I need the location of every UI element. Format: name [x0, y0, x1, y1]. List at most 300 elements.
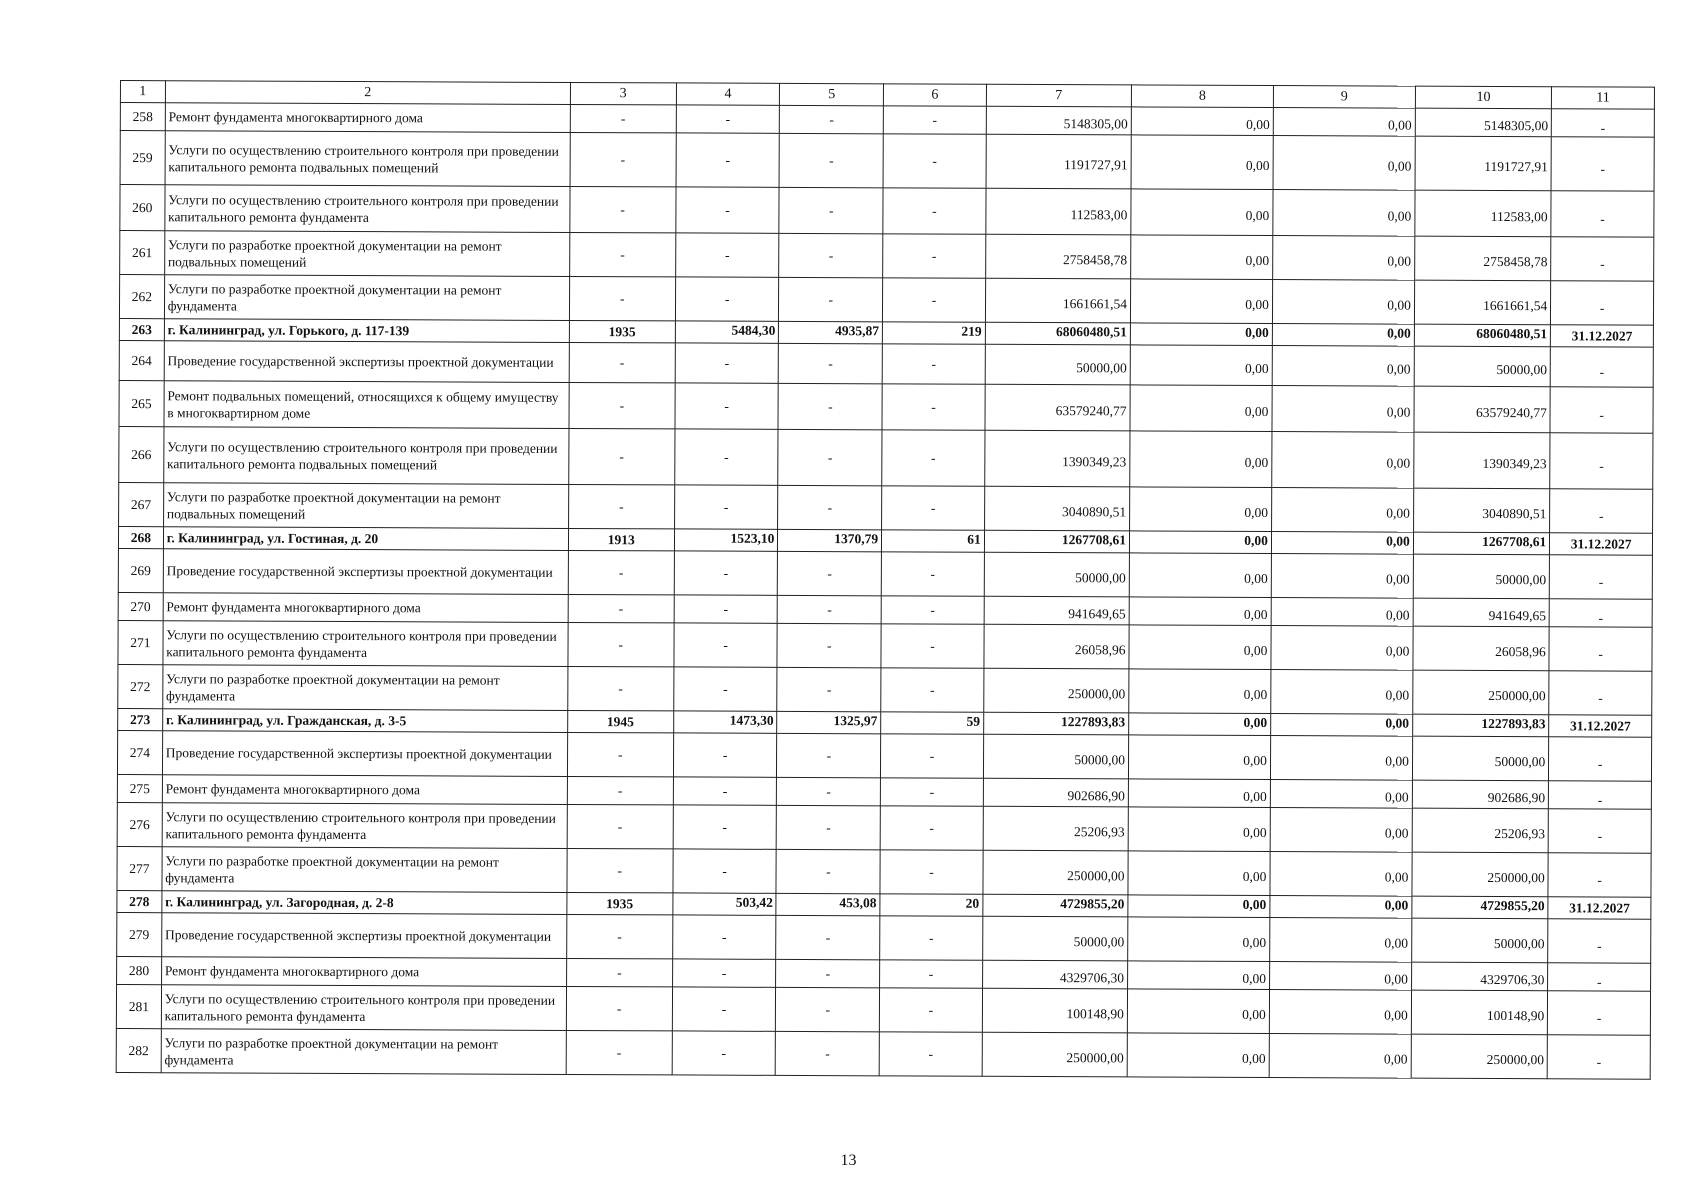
cost-col-9-cell: 0,00 — [1271, 598, 1413, 627]
living-area-cell: 4935,87 — [779, 321, 883, 343]
cost-col-9-cell: 0,00 — [1270, 896, 1412, 919]
row-description-cell: Проведение государственной экспертизы проектной документации — [162, 731, 567, 777]
total-area-cell: - — [672, 915, 776, 959]
row-number-cell: 275 — [117, 774, 162, 802]
residents-count-cell: - — [883, 234, 986, 278]
row-description-cell: Ремонт фундамента многоквартирного дома — [162, 775, 567, 805]
residents-count-cell: - — [881, 596, 984, 624]
residents-count-cell: - — [883, 278, 986, 322]
cost-col-10-cell: 2758458,78 — [1414, 236, 1551, 281]
cost-col-10-cell: 50000,00 — [1414, 346, 1551, 387]
total-cost-cell: 100148,90 — [982, 988, 1127, 1033]
residents-count-cell: - — [881, 734, 984, 778]
cost-col-9-cell: 0,00 — [1270, 852, 1412, 897]
row-number-cell: 263 — [119, 318, 164, 340]
cost-col-8-cell: 0,00 — [1127, 989, 1269, 1034]
cost-col-10-cell: 63579240,77 — [1414, 386, 1551, 433]
cost-col-9-cell: 0,00 — [1273, 236, 1415, 281]
data-table — [116, 80, 1655, 1080]
residents-count-cell: - — [880, 778, 983, 806]
total-area-cell: - — [675, 233, 779, 277]
total-cost-cell: 4329706,30 — [982, 960, 1127, 989]
cost-col-9-cell: 0,00 — [1273, 190, 1415, 237]
work-item-row — [120, 185, 1654, 238]
year-built-cell: - — [570, 132, 676, 186]
year-built-cell: - — [567, 804, 673, 848]
year-built-cell: - — [566, 1030, 672, 1074]
cost-col-9-cell: 0,00 — [1271, 532, 1413, 555]
cost-col-10-cell: 250000,00 — [1413, 670, 1550, 715]
column-header: 1 — [120, 81, 165, 103]
cost-col-8-cell: 0,00 — [1128, 735, 1270, 780]
year-built-cell: - — [566, 986, 672, 1030]
cost-col-9-cell: 0,00 — [1273, 108, 1415, 137]
row-description-cell: г. Калининград, ул. Гражданская, д. 3-5 — [162, 709, 567, 733]
row-number-cell: 280 — [117, 956, 162, 984]
cost-col-8-cell: 0,00 — [1129, 553, 1271, 598]
cost-col-8-cell: 0,00 — [1130, 385, 1272, 432]
work-item-row — [119, 275, 1653, 326]
total-area-cell: - — [676, 105, 780, 133]
residents-count-cell: - — [882, 344, 985, 384]
total-cost-cell: 63579240,77 — [985, 384, 1130, 431]
column-header: 11 — [1552, 87, 1655, 109]
residents-count-cell: - — [883, 106, 986, 134]
cost-col-10-cell: 3040890,51 — [1413, 488, 1550, 533]
row-description-cell: Услуги по осуществлению строительного контроля при проведении капитального ремонта фундамента — [165, 185, 570, 233]
cost-col-10-cell: 1661661,54 — [1414, 280, 1551, 325]
cost-col-10-cell: 902686,90 — [1412, 780, 1549, 809]
completion-date-cell: - — [1550, 555, 1653, 599]
cost-col-9-cell: 0,00 — [1269, 962, 1411, 991]
total-area-cell: - — [674, 595, 778, 623]
residents-count-cell: 20 — [880, 894, 983, 916]
row-description-cell: Ремонт фундамента многоквартирного дома — [165, 103, 570, 133]
row-description-cell: г. Калининград, ул. Загородная, д. 2-8 — [162, 891, 567, 915]
total-cost-cell: 5148305,00 — [986, 106, 1131, 135]
row-description-cell: Проведение государственной экспертизы проектной документации — [163, 549, 568, 595]
column-header: 5 — [780, 83, 884, 105]
work-item-row — [119, 482, 1653, 533]
cost-col-8-cell: 0,00 — [1128, 851, 1270, 896]
cost-col-9-cell: 0,00 — [1271, 714, 1413, 737]
residents-count-cell: - — [882, 384, 985, 430]
completion-date-cell: - — [1552, 109, 1655, 137]
completion-date-cell: - — [1549, 599, 1652, 627]
residents-count-cell: 219 — [882, 322, 985, 344]
cost-col-8-cell: 0,00 — [1129, 597, 1271, 626]
row-number-cell: 279 — [117, 912, 162, 956]
cost-col-9-cell: 0,00 — [1270, 780, 1412, 809]
residents-count-cell: - — [883, 188, 986, 234]
total-cost-cell: 2758458,78 — [985, 234, 1130, 279]
completion-date-cell: - — [1551, 281, 1654, 325]
column-header: 10 — [1415, 86, 1552, 109]
year-built-cell: - — [568, 484, 674, 528]
completion-date-cell: - — [1549, 781, 1652, 809]
work-item-row — [117, 846, 1651, 897]
completion-date-cell: 31.12.2027 — [1550, 533, 1653, 555]
completion-date-cell: - — [1548, 963, 1651, 991]
cost-col-8-cell: 0,00 — [1128, 961, 1270, 990]
row-description-cell: Проведение государственной экспертизы проектной документации — [164, 341, 569, 383]
cost-col-10-cell: 4729855,20 — [1412, 896, 1549, 919]
work-item-row — [119, 340, 1653, 387]
total-area-cell: - — [673, 777, 777, 805]
row-description-cell: Услуги по разработке проектной документации на ремонт фундамента — [164, 275, 569, 321]
living-area-cell: - — [776, 987, 880, 1031]
cost-col-9-cell: 0,00 — [1272, 432, 1414, 489]
row-number-cell: 258 — [120, 103, 165, 131]
cost-col-9-cell: 0,00 — [1270, 918, 1412, 963]
total-area-cell: 1523,10 — [674, 529, 778, 551]
completion-date-cell: - — [1548, 919, 1651, 963]
residents-count-cell: - — [883, 134, 986, 188]
work-item-row — [118, 548, 1652, 599]
total-area-cell: - — [672, 1031, 776, 1075]
living-area-cell: - — [777, 667, 881, 711]
total-cost-cell: 1191727,91 — [986, 134, 1131, 189]
table-body — [116, 81, 1654, 1080]
column-header: 9 — [1273, 86, 1415, 109]
cost-col-10-cell: 100148,90 — [1411, 990, 1548, 1035]
cost-col-8-cell: 0,00 — [1131, 107, 1273, 136]
living-area-cell: - — [778, 429, 882, 485]
total-cost-cell: 25206,93 — [983, 806, 1128, 851]
row-description-cell: Услуги по осуществлению строительного контроля при проведении капитального ремонта фундамента — [163, 621, 568, 667]
total-area-cell: - — [676, 133, 780, 187]
cost-col-9-cell: 0,00 — [1269, 1034, 1411, 1079]
completion-date-cell: - — [1548, 809, 1651, 853]
row-description-cell: Услуги по разработке проектной документации на ремонт фундамента — [163, 665, 568, 711]
row-number-cell: 260 — [120, 185, 165, 231]
living-area-cell: - — [777, 777, 881, 805]
year-built-cell: - — [568, 550, 674, 594]
cost-col-10-cell: 68060480,51 — [1414, 324, 1551, 347]
row-number-cell: 266 — [119, 426, 164, 482]
year-built-cell: 1945 — [567, 710, 673, 732]
work-item-row — [116, 984, 1650, 1035]
living-area-cell: - — [779, 233, 883, 277]
year-built-cell: - — [568, 666, 674, 710]
residents-count-cell: - — [880, 960, 983, 988]
completion-date-cell: - — [1547, 1035, 1650, 1079]
total-area-cell: - — [674, 429, 778, 485]
cost-col-10-cell: 250000,00 — [1412, 852, 1549, 897]
total-cost-cell: 1227893,83 — [983, 712, 1128, 735]
work-item-row — [117, 912, 1651, 963]
living-area-cell: - — [779, 133, 883, 187]
cost-col-8-cell: 0,00 — [1131, 235, 1273, 280]
total-area-cell: 5484,30 — [675, 321, 779, 343]
total-area-cell: - — [673, 667, 777, 711]
total-cost-cell: 250000,00 — [983, 850, 1128, 895]
total-area-cell: - — [673, 849, 777, 893]
total-cost-cell: 50000,00 — [985, 344, 1130, 385]
cost-col-10-cell: 5148305,00 — [1415, 108, 1552, 137]
row-description-cell: Ремонт фундамента многоквартирного дома — [161, 957, 566, 987]
total-area-cell: - — [675, 343, 779, 383]
total-area-cell: - — [672, 987, 776, 1031]
row-number-cell: 277 — [117, 846, 162, 890]
living-area-cell: - — [776, 915, 880, 959]
row-number-cell: 271 — [118, 620, 163, 664]
completion-date-cell: - — [1549, 671, 1652, 715]
living-area-cell: - — [776, 1031, 880, 1075]
page-number: 13 — [840, 1152, 857, 1169]
row-number-cell: 268 — [118, 526, 163, 548]
cost-col-8-cell: 0,00 — [1130, 431, 1272, 488]
work-item-row — [118, 620, 1652, 671]
total-area-cell: - — [674, 485, 778, 529]
living-area-cell: - — [778, 485, 882, 529]
completion-date-cell: - — [1551, 237, 1654, 281]
work-item-row — [118, 664, 1652, 715]
cost-col-9-cell: 0,00 — [1271, 554, 1413, 599]
cost-col-8-cell: 0,00 — [1131, 135, 1273, 190]
row-number-cell: 262 — [119, 275, 164, 319]
completion-date-cell: - — [1548, 853, 1651, 897]
cost-col-8-cell: 0,00 — [1129, 669, 1271, 714]
row-number-cell: 272 — [118, 664, 163, 708]
cost-col-10-cell: 250000,00 — [1411, 1034, 1548, 1079]
year-built-cell: - — [569, 276, 675, 320]
total-area-cell: 503,42 — [673, 893, 777, 915]
cost-col-9-cell: 0,00 — [1270, 736, 1412, 781]
cost-col-8-cell: 0,00 — [1130, 487, 1272, 532]
row-description-cell: Проведение государственной экспертизы проектной документации — [161, 913, 566, 959]
cost-col-8-cell: 0,00 — [1129, 713, 1271, 736]
completion-date-cell: - — [1551, 137, 1654, 191]
total-area-cell: - — [674, 551, 778, 595]
row-number-cell: 267 — [119, 482, 164, 526]
cost-col-10-cell: 50000,00 — [1411, 918, 1548, 963]
cost-col-10-cell: 1267708,61 — [1413, 532, 1550, 555]
total-cost-cell: 3040890,51 — [984, 486, 1129, 531]
year-built-cell: - — [567, 732, 673, 776]
row-number-cell: 282 — [116, 1028, 161, 1072]
cost-col-8-cell: 0,00 — [1128, 779, 1270, 808]
cost-col-10-cell: 25206,93 — [1412, 808, 1549, 853]
cost-col-8-cell: 0,00 — [1130, 345, 1272, 386]
column-header: 8 — [1131, 85, 1273, 108]
year-built-cell: - — [567, 776, 673, 804]
work-item-row — [119, 426, 1653, 489]
row-number-cell: 270 — [118, 592, 163, 620]
cost-col-10-cell: 1191727,91 — [1415, 136, 1552, 191]
cost-col-9-cell: 0,00 — [1271, 670, 1413, 715]
completion-date-cell: - — [1548, 991, 1651, 1035]
row-description-cell: Ремонт подвальных помещений, относящихся к общему имуществу в многоквартирном доме — [164, 381, 569, 429]
cost-col-10-cell: 50000,00 — [1412, 736, 1549, 781]
cost-col-9-cell: 0,00 — [1269, 990, 1411, 1035]
cost-col-10-cell: 4329706,30 — [1411, 962, 1548, 991]
year-built-cell: 1913 — [568, 528, 674, 550]
work-item-row — [119, 380, 1653, 433]
total-cost-cell: 4729855,20 — [983, 894, 1128, 917]
year-built-cell: - — [570, 186, 676, 232]
row-number-cell: 274 — [117, 730, 162, 774]
year-built-cell: - — [569, 428, 675, 484]
living-area-cell: - — [780, 105, 884, 133]
residents-count-cell: - — [880, 850, 983, 894]
cost-col-9-cell: 0,00 — [1272, 324, 1414, 347]
living-area-cell: - — [778, 383, 882, 429]
total-cost-cell: 1267708,61 — [984, 530, 1129, 553]
total-cost-cell: 50000,00 — [982, 916, 1127, 961]
row-number-cell: 273 — [118, 708, 163, 730]
year-built-cell: 1935 — [567, 892, 673, 914]
cost-col-8-cell: 0,00 — [1131, 189, 1273, 236]
document-sheet — [116, 80, 1655, 1080]
cost-col-10-cell: 941649,65 — [1413, 598, 1550, 627]
row-number-cell: 278 — [117, 890, 162, 912]
total-cost-cell: 941649,65 — [984, 596, 1129, 625]
completion-date-cell: - — [1550, 347, 1653, 387]
row-description-cell: Ремонт фундамента многоквартирного дома — [163, 593, 568, 623]
total-area-cell: - — [674, 623, 778, 667]
living-area-cell: - — [777, 733, 881, 777]
residents-count-cell: - — [880, 806, 983, 850]
total-area-cell: - — [673, 733, 777, 777]
residents-count-cell: - — [881, 624, 984, 668]
residents-count-cell: - — [881, 668, 984, 712]
column-header: 3 — [570, 82, 676, 104]
row-number-cell: 259 — [120, 131, 165, 185]
residents-count-cell: - — [882, 486, 985, 530]
living-area-cell: 1370,79 — [778, 529, 882, 551]
total-cost-cell: 1661661,54 — [985, 278, 1130, 323]
cost-col-10-cell: 112583,00 — [1415, 190, 1552, 237]
column-header: 6 — [884, 84, 987, 106]
completion-date-cell: - — [1549, 737, 1652, 781]
row-description-cell: Услуги по разработке проектной документации на ремонт подвальных помещений — [163, 483, 568, 529]
year-built-cell: - — [566, 914, 672, 958]
living-area-cell: - — [779, 343, 883, 383]
completion-date-cell: - — [1551, 191, 1654, 237]
total-area-cell: 1473,30 — [673, 711, 777, 733]
cost-col-10-cell: 1227893,83 — [1412, 714, 1549, 737]
row-number-cell: 261 — [120, 231, 165, 275]
year-built-cell: - — [569, 342, 675, 382]
row-number-cell: 281 — [116, 984, 161, 1028]
cost-col-8-cell: 0,00 — [1130, 323, 1272, 346]
living-area-cell: - — [777, 805, 881, 849]
work-item-row — [117, 802, 1651, 853]
completion-date-cell: - — [1550, 433, 1653, 489]
cost-col-8-cell: 0,00 — [1128, 895, 1270, 918]
residents-count-cell: - — [879, 988, 982, 1032]
living-area-cell: - — [779, 277, 883, 321]
year-built-cell: - — [568, 594, 674, 622]
total-cost-cell: 902686,90 — [983, 778, 1128, 807]
year-built-cell: 1935 — [569, 320, 675, 342]
completion-date-cell: 31.12.2027 — [1551, 325, 1654, 347]
total-cost-cell: 50000,00 — [984, 552, 1129, 597]
residents-count-cell: 59 — [881, 712, 984, 734]
living-area-cell: - — [778, 595, 882, 623]
living-area-cell: 453,08 — [776, 893, 880, 915]
cost-col-8-cell: 0,00 — [1127, 1033, 1269, 1078]
row-description-cell: Услуги по разработке проектной документации на ремонт фундамента — [162, 847, 567, 893]
cost-col-9-cell: 0,00 — [1272, 280, 1414, 325]
living-area-cell: - — [777, 623, 881, 667]
total-area-cell: - — [675, 277, 779, 321]
cost-col-8-cell: 0,00 — [1130, 279, 1272, 324]
cost-col-10-cell: 26058,96 — [1413, 626, 1550, 671]
residents-count-cell: 61 — [882, 530, 985, 552]
row-description-cell: Услуги по разработке проектной документации на ремонт фундамента — [161, 1029, 566, 1075]
row-description-cell: Услуги по осуществлению строительного контроля при проведении капитального ремонта фундамента — [162, 803, 567, 849]
row-description-cell: Услуги по осуществлению строительного контроля при проведении капитального ремонта подвальных помещений — [165, 131, 570, 187]
year-built-cell: - — [570, 104, 676, 132]
residents-count-cell: - — [881, 552, 984, 596]
row-number-cell: 269 — [118, 548, 163, 592]
column-header: 7 — [986, 84, 1131, 107]
cost-col-9-cell: 0,00 — [1271, 488, 1413, 533]
year-built-cell: - — [568, 622, 674, 666]
living-area-cell: 1325,97 — [777, 711, 881, 733]
total-cost-cell: 250000,00 — [984, 668, 1129, 713]
total-cost-cell: 1390349,23 — [985, 430, 1130, 487]
residents-count-cell: - — [880, 916, 983, 960]
year-built-cell: - — [566, 958, 672, 986]
living-area-cell: - — [778, 551, 882, 595]
completion-date-cell: - — [1550, 387, 1653, 433]
work-item-row — [120, 131, 1654, 192]
total-cost-cell: 50000,00 — [983, 734, 1128, 779]
cost-col-10-cell: 1390349,23 — [1414, 432, 1551, 489]
total-area-cell: - — [675, 383, 779, 429]
cost-col-9-cell: 0,00 — [1270, 808, 1412, 853]
completion-date-cell: - — [1549, 627, 1652, 671]
cost-col-10-cell: 50000,00 — [1413, 554, 1550, 599]
cost-col-9-cell: 0,00 — [1273, 136, 1415, 191]
completion-date-cell: 31.12.2027 — [1548, 897, 1651, 919]
cost-col-9-cell: 0,00 — [1272, 386, 1414, 433]
row-description-cell: г. Калининград, ул. Гостиная, д. 20 — [163, 527, 568, 551]
work-item-row — [117, 730, 1651, 781]
cost-col-8-cell: 0,00 — [1128, 917, 1270, 962]
column-header: 2 — [165, 81, 570, 105]
row-number-cell: 265 — [119, 380, 164, 426]
row-description-cell: г. Калининград, ул. Горького, д. 117-139 — [164, 319, 569, 343]
cost-col-8-cell: 0,00 — [1128, 807, 1270, 852]
cost-col-8-cell: 0,00 — [1129, 625, 1271, 670]
total-area-cell: - — [673, 805, 777, 849]
row-number-cell: 264 — [119, 340, 164, 380]
year-built-cell: - — [569, 382, 675, 428]
work-item-row — [116, 1028, 1650, 1079]
row-number-cell: 276 — [117, 802, 162, 846]
total-area-cell: - — [672, 959, 776, 987]
column-header: 4 — [676, 83, 780, 105]
row-description-cell: Услуги по разработке проектной документации на ремонт подвальных помещений — [164, 231, 569, 277]
completion-date-cell: - — [1550, 489, 1653, 533]
total-cost-cell: 26058,96 — [984, 624, 1129, 669]
total-area-cell: - — [676, 187, 780, 233]
cost-col-9-cell: 0,00 — [1272, 346, 1414, 387]
completion-date-cell: 31.12.2027 — [1549, 715, 1652, 737]
cost-col-9-cell: 0,00 — [1271, 626, 1413, 671]
living-area-cell: - — [779, 187, 883, 233]
cost-col-8-cell: 0,00 — [1129, 531, 1271, 554]
work-item-row — [120, 231, 1654, 282]
total-cost-cell: 68060480,51 — [985, 322, 1130, 345]
residents-count-cell: - — [879, 1032, 982, 1076]
residents-count-cell: - — [882, 430, 985, 486]
year-built-cell: - — [569, 232, 675, 276]
